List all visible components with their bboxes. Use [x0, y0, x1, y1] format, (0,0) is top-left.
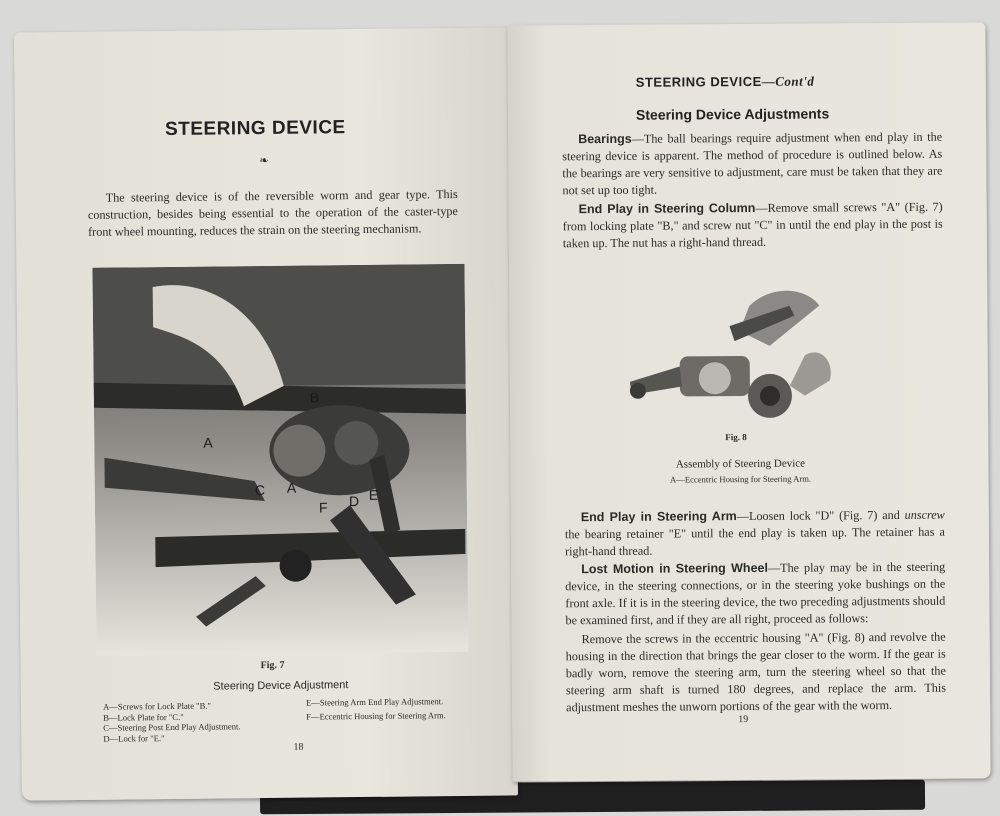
- page-number: 18: [293, 741, 304, 753]
- running-head: [636, 74, 815, 91]
- running-head-title: STEERING DEVICE: [635, 73, 762, 90]
- photo-label-c: C: [254, 482, 266, 499]
- photo-label-f: F: [318, 499, 328, 516]
- fig7-title: Steering Device Adjustment: [213, 679, 349, 693]
- legend-item: E—Steering Arm End Play Adjustment.: [305, 696, 444, 708]
- intro-paragraph: The steering device is of the reversible worm and gear type. This construction, besides being essential to the operation of the caster-type front wheel mounting, reduces the strain on the steering mechanism.: [87, 186, 458, 239]
- section-title: Steering Device Adjustments: [635, 105, 830, 123]
- photo-label-d: D: [348, 493, 360, 510]
- page-number: 19: [738, 714, 749, 726]
- fig8-legend: A—Eccentric Housing for Steering Arm.: [669, 473, 812, 485]
- fig8-label: Fig. 8: [725, 432, 747, 443]
- right-page: [507, 22, 990, 781]
- page-title: STEERING DEVICE: [164, 117, 346, 141]
- end-play-column-lead: End Play in Steering Column: [578, 200, 756, 217]
- photo-label-e: E: [368, 486, 379, 503]
- lost-motion-paragraph: [565, 559, 945, 630]
- fig7-legend-left: [103, 700, 293, 744]
- end-play-arm-lead: End Play in Steering Arm: [580, 509, 737, 525]
- left-page: [14, 27, 518, 800]
- legend-item: D—Lock for "E.": [103, 732, 165, 744]
- running-head-cont: —Cont'd: [761, 73, 815, 89]
- end-play-column-text: —Remove small screws "A" (Fig. 7) from locking plate "B," and screw nut "C" in until the end play in the post is taken up. The nut has a right-hand thread.: [562, 199, 943, 251]
- end-play-column-paragraph: [563, 199, 943, 253]
- end-play-arm-text-1: —Loosen lock "D" (Fig. 7) and: [736, 507, 905, 524]
- end-play-arm-unscrew: unscrew: [904, 507, 945, 522]
- fig8-photo: [619, 285, 840, 427]
- legend-item: B—Lock Plate for "C.": [103, 711, 184, 723]
- bearings-text: —The ball bearings require adjustment when end play in the steering device is apparent. The method of procedure is outlined below. As the bearings are very sensitive to adjustment, care must be taken that they are not set up too tight.: [562, 129, 943, 198]
- lost-motion-lead: Lost Motion in Steering Wheel: [581, 560, 768, 577]
- photo-label-a2: A: [286, 479, 297, 496]
- end-play-arm-paragraph: [565, 507, 945, 561]
- legend-item: A—Screws for Lock Plate "B.": [103, 700, 212, 712]
- legend-item: F—Eccentric Housing for Steering Arm.: [306, 709, 446, 722]
- ornament-icon: ❧: [259, 154, 269, 168]
- procedure-paragraph: Remove the screws in the eccentric housing "A" (Fig. 8) and revolve the housing in the direction that brings the gear closer to the worm. If the gear is badly worn, remove the steering arm, turn the steering wheel so that the steering arm shaft is turned 180 degrees, and replace the arm. This adjustment meshes the unworn portions of the gear with the worm.: [565, 629, 947, 715]
- lost-motion-text: —The play may be in the steering device, in the steering connections, or in the steering yoke bushings on the front axle. If it is in the steering device, the two preceding adjustments should be examined first, and if they are all right, proceed as follows:: [565, 559, 946, 628]
- fig7-photo: [92, 264, 468, 656]
- bearings-lead: Bearings: [578, 131, 632, 147]
- photo-label-b: B: [309, 389, 320, 406]
- photo-label-a: A: [203, 434, 213, 451]
- bearings-paragraph: [562, 129, 942, 200]
- end-play-arm-text-2: the bearing retainer "E" until the end play is taken up. The retainer has a right-hand thread.: [564, 524, 945, 559]
- legend-item: C—Steering Post End Play Adjustment.: [103, 721, 241, 733]
- fig7-label: Fig. 7: [260, 659, 285, 672]
- fig8-title: Assembly of Steering Device: [675, 457, 806, 471]
- fig7-legend-right: [306, 696, 476, 722]
